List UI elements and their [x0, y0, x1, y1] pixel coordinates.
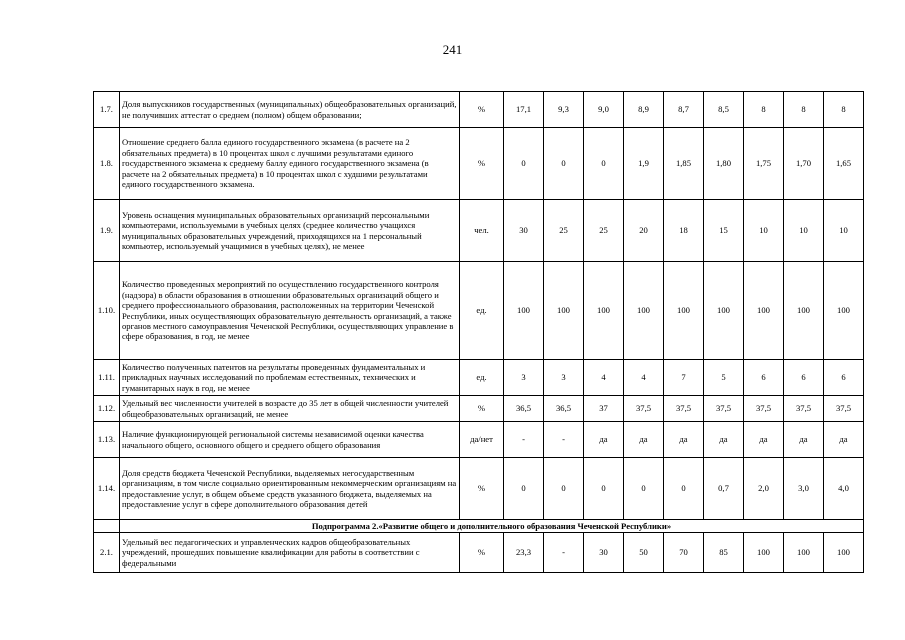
row-number: 2.1. [94, 533, 120, 573]
table-row [94, 128, 864, 200]
value-cell: 23,3 [504, 533, 544, 573]
value-cell: 10 [784, 200, 824, 262]
value-cell: 0 [544, 128, 584, 200]
value-cell: 6 [824, 360, 864, 396]
value-cell: 36,5 [504, 396, 544, 422]
value-cell: 9,0 [584, 92, 624, 128]
table-row [94, 422, 864, 458]
value-cell: да [624, 422, 664, 458]
value-cell: 3 [504, 360, 544, 396]
value-cell: 100 [664, 262, 704, 360]
value-cell: 100 [784, 262, 824, 360]
value-cell: 36,5 [544, 396, 584, 422]
value-cell: 37,5 [624, 396, 664, 422]
indicator-description: Наличие функционирующей региональной системы независимой оценки качества начального общего, основного общего и среднего общего образования [120, 422, 460, 458]
value-cell: да [664, 422, 704, 458]
row-number: 1.9. [94, 200, 120, 262]
value-cell: да [704, 422, 744, 458]
row-number: 1.14. [94, 458, 120, 520]
value-cell: 8,9 [624, 92, 664, 128]
value-cell: 4,0 [824, 458, 864, 520]
value-cell: 0 [584, 458, 624, 520]
value-cell: 0 [584, 128, 624, 200]
subprogram-title: Подпрограмма 2.«Развитие общего и дополнительного образования Чеченской Республики» [120, 520, 864, 533]
value-cell: 8,7 [664, 92, 704, 128]
value-cell: 0 [624, 458, 664, 520]
value-cell: 100 [824, 262, 864, 360]
indicator-description: Количество проведенных мероприятий по осуществлению государственного контроля (надзора) в области образования в отношении образовательных организаций общего и среднего профессионального образования, расположенных на территории Чеченской Республики, иных осуществляющих образовательную деятельность организаций, а также органов местного самоуправления Чеченской Республики, осуществляющих управление в сфере образования, в год, не менее [120, 262, 460, 360]
value-cell: да [744, 422, 784, 458]
unit-cell: да/нет [460, 422, 504, 458]
value-cell: 8,5 [704, 92, 744, 128]
value-cell: 85 [704, 533, 744, 573]
table-row [94, 396, 864, 422]
value-cell: 8 [824, 92, 864, 128]
value-cell: 100 [744, 533, 784, 573]
value-cell: 6 [744, 360, 784, 396]
value-cell: 18 [664, 200, 704, 262]
value-cell: - [504, 422, 544, 458]
table-row [94, 360, 864, 396]
value-cell: 30 [584, 533, 624, 573]
indicator-description: Количество полученных патентов на результаты проведенных фундаментальных и прикладных научных исследований по проблемам естественных, технических и гуманитарных наук в год, не менее [120, 360, 460, 396]
unit-cell: ед. [460, 262, 504, 360]
value-cell: 6 [784, 360, 824, 396]
value-cell: - [544, 422, 584, 458]
indicator-description: Отношение среднего балла единого государственного экзамена (в расчете на 2 обязательных предмета) в 10 процентах школ с лучшими результатами единого государственного экзамена к среднему баллу единого государственного экзамена (в расчете на 2 обязательных предмета) в 10 процентах школ с худшими результатами единого государственного экзамена. [120, 128, 460, 200]
value-cell: 37,5 [664, 396, 704, 422]
value-cell: 9,3 [544, 92, 584, 128]
value-cell: 5 [704, 360, 744, 396]
table-row [94, 92, 864, 128]
row-number: 1.11. [94, 360, 120, 396]
value-cell: 3,0 [784, 458, 824, 520]
value-cell: 100 [584, 262, 624, 360]
indicator-description: Уровень оснащения муниципальных образовательных организаций персональными компьютерами, используемыми в учебных целях (среднее количество учащихся муниципальных образовательных учреждений, приходящихся на 1 персональный компьютер, используемый учащимися в учебных целях), не менее [120, 200, 460, 262]
value-cell: 100 [744, 262, 784, 360]
value-cell: да [584, 422, 624, 458]
unit-cell: чел. [460, 200, 504, 262]
value-cell: да [824, 422, 864, 458]
table-row [94, 533, 864, 573]
value-cell: 50 [624, 533, 664, 573]
value-cell: 4 [624, 360, 664, 396]
value-cell: 10 [744, 200, 784, 262]
row-number: 1.10. [94, 262, 120, 360]
indicator-description: Удельный вес педагогических и управленческих кадров общеобразовательных учреждений, прошедших повышение квалификации для работы в соответствии с федеральными [120, 533, 460, 573]
empty-cell [94, 520, 120, 533]
value-cell: 70 [664, 533, 704, 573]
value-cell: 1,65 [824, 128, 864, 200]
value-cell: 37 [584, 396, 624, 422]
value-cell: 7 [664, 360, 704, 396]
indicator-description: Доля выпускников государственных (муниципальных) общеобразовательных организаций, не получивших аттестат о среднем (полном) общем образовании; [120, 92, 460, 128]
value-cell: 1,70 [784, 128, 824, 200]
value-cell: 25 [584, 200, 624, 262]
value-cell: 10 [824, 200, 864, 262]
row-number: 1.13. [94, 422, 120, 458]
indicators-table [93, 91, 864, 573]
value-cell: 17,1 [504, 92, 544, 128]
value-cell: 100 [704, 262, 744, 360]
value-cell: 30 [504, 200, 544, 262]
indicator-description: Доля средств бюджета Чеченской Республики, выделяемых негосударственным организациям, в том числе социально ориентированным некоммерческим организациям на предоставление услуг, в общем объеме средств указанного бюджета, выделяемых на предоставление услуг в сфере дополнительного образования детей [120, 458, 460, 520]
value-cell: 8 [784, 92, 824, 128]
unit-cell: % [460, 533, 504, 573]
value-cell: 100 [824, 533, 864, 573]
value-cell: 0 [504, 128, 544, 200]
value-cell: 0 [664, 458, 704, 520]
value-cell: 0,7 [704, 458, 744, 520]
value-cell: да [784, 422, 824, 458]
value-cell: 15 [704, 200, 744, 262]
value-cell: 100 [544, 262, 584, 360]
value-cell: 37,5 [784, 396, 824, 422]
value-cell: 100 [624, 262, 664, 360]
value-cell: 100 [784, 533, 824, 573]
table-row [94, 458, 864, 520]
value-cell: 3 [544, 360, 584, 396]
table-row [94, 200, 864, 262]
value-cell: 20 [624, 200, 664, 262]
unit-cell: % [460, 458, 504, 520]
unit-cell: % [460, 92, 504, 128]
value-cell: 4 [584, 360, 624, 396]
value-cell: 37,5 [824, 396, 864, 422]
value-cell: - [544, 533, 584, 573]
value-cell: 0 [544, 458, 584, 520]
row-number: 1.8. [94, 128, 120, 200]
indicator-description: Удельный вес численности учителей в возрасте до 35 лет в общей численности учителей общеобразовательных организаций, не менее [120, 396, 460, 422]
value-cell: 8 [744, 92, 784, 128]
unit-cell: % [460, 128, 504, 200]
unit-cell: % [460, 396, 504, 422]
value-cell: 1,85 [664, 128, 704, 200]
value-cell: 0 [504, 458, 544, 520]
value-cell: 2,0 [744, 458, 784, 520]
value-cell: 1,75 [744, 128, 784, 200]
subprogram-header-row [94, 520, 864, 533]
value-cell: 1,9 [624, 128, 664, 200]
table-row [94, 262, 864, 360]
value-cell: 37,5 [744, 396, 784, 422]
value-cell: 25 [544, 200, 584, 262]
row-number: 1.12. [94, 396, 120, 422]
row-number: 1.7. [94, 92, 120, 128]
value-cell: 1,80 [704, 128, 744, 200]
page-number: 241 [442, 42, 463, 57]
value-cell: 100 [504, 262, 544, 360]
table-body [94, 92, 864, 573]
value-cell: 37,5 [704, 396, 744, 422]
unit-cell: ед. [460, 360, 504, 396]
